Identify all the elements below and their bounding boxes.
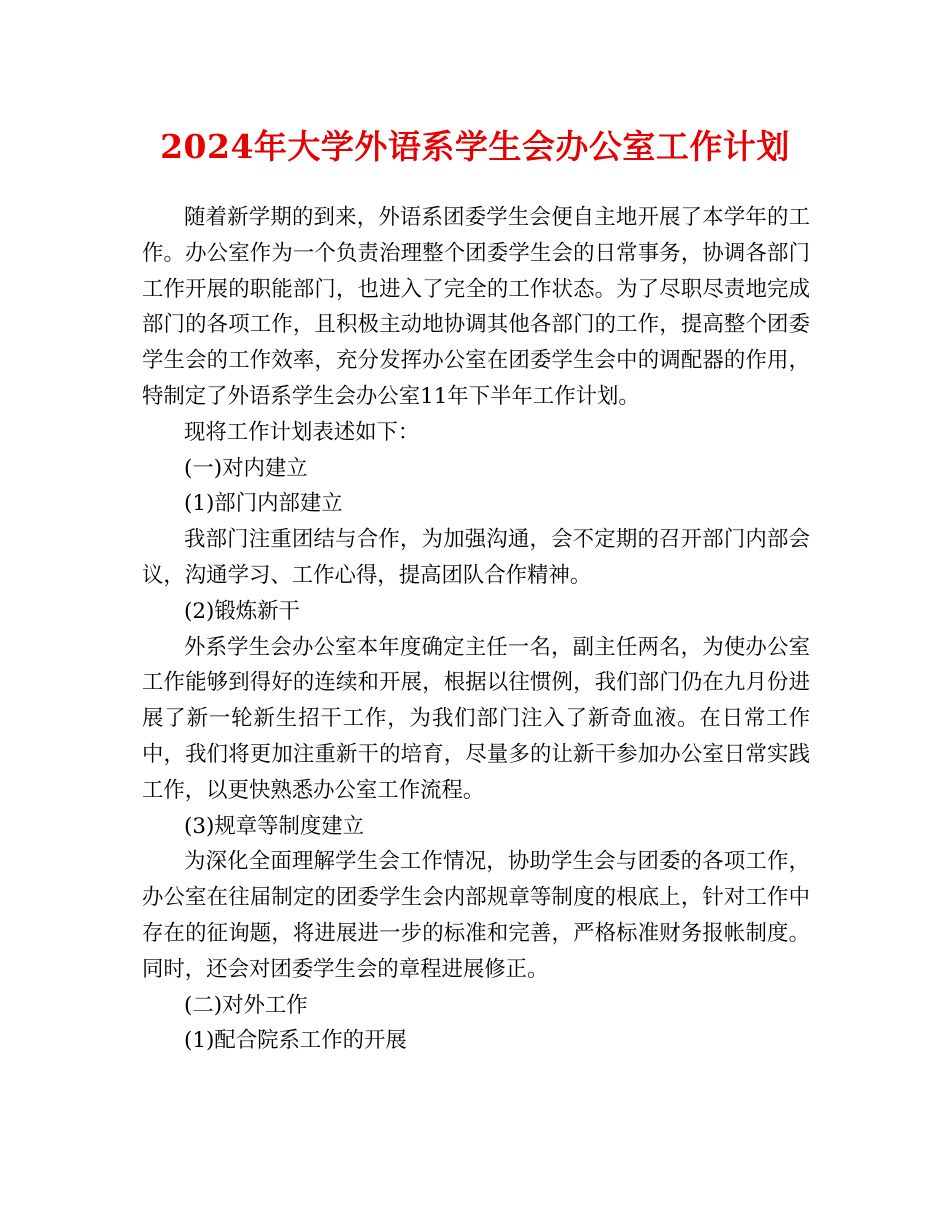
heading-external-work: (二)对外工作 xyxy=(184,992,308,1018)
paragraph-lead-in: 现将工作计划表述如下： xyxy=(184,419,420,445)
heading-internal-construction: (一)对内建立 xyxy=(184,455,308,481)
paragraph-rules-system: 为深化全面理解学生会工作情况，协助学生会与团委的各项工作，办公室在往届制定的团委学生会内部规章等制度的根底上，针对工作中存在的征询题，将进展进一步的标准和完善，严格标准财务报帐制度。同时，还会对团委学生会的章程进展修正。 xyxy=(142,849,810,982)
paragraph-department-internal: 我部门注重团结与合作，为加强沟通，会不定期的召开部门内部会议，沟通学习、工作心得，提高团队合作精神。 xyxy=(142,527,810,588)
subheading-rules-system: (3)规章等制度建立 xyxy=(184,813,365,839)
document-body xyxy=(142,200,810,1059)
subheading-train-new-staff: (2)锻炼新干 xyxy=(184,598,300,624)
document-title: 2024年大学外语系学生会办公室工作计划 xyxy=(160,127,790,166)
paragraph-train-new-staff: 外系学生会办公室本年度确定主任一名，副主任两名，为使办公室工作能够到得好的连续和开展，根据以往惯例，我们部门仍在九月份进展了新一轮新生招干工作，为我们部门注入了新奇血液。在日常工作中，我们将更加注重新干的培育，尽量多的让新干参加办公室日常实践工作，以更快熟悉办公室工作流程。 xyxy=(142,634,810,803)
subheading-cooperate-department: (1)配合院系工作的开展 xyxy=(184,1028,407,1054)
subheading-department-internal: (1)部门内部建立 xyxy=(184,491,343,517)
paragraph-intro: 随着新学期的到来，外语系团委学生会便自主地开展了本学年的工作。办公室作为一个负责治理整个团委学生会的日常事务，协调各部门工作开展的职能部门，也进入了完全的工作状态。为了尽职尽责地完成部门的各项工作，且积极主动地协调其他各部门的工作，提高整个团委学生会的工作效率，充分发挥办公室在团委学生会中的调配器的作用，特制定了外语系学生会办公室11年下半年工作计划。 xyxy=(142,205,810,409)
